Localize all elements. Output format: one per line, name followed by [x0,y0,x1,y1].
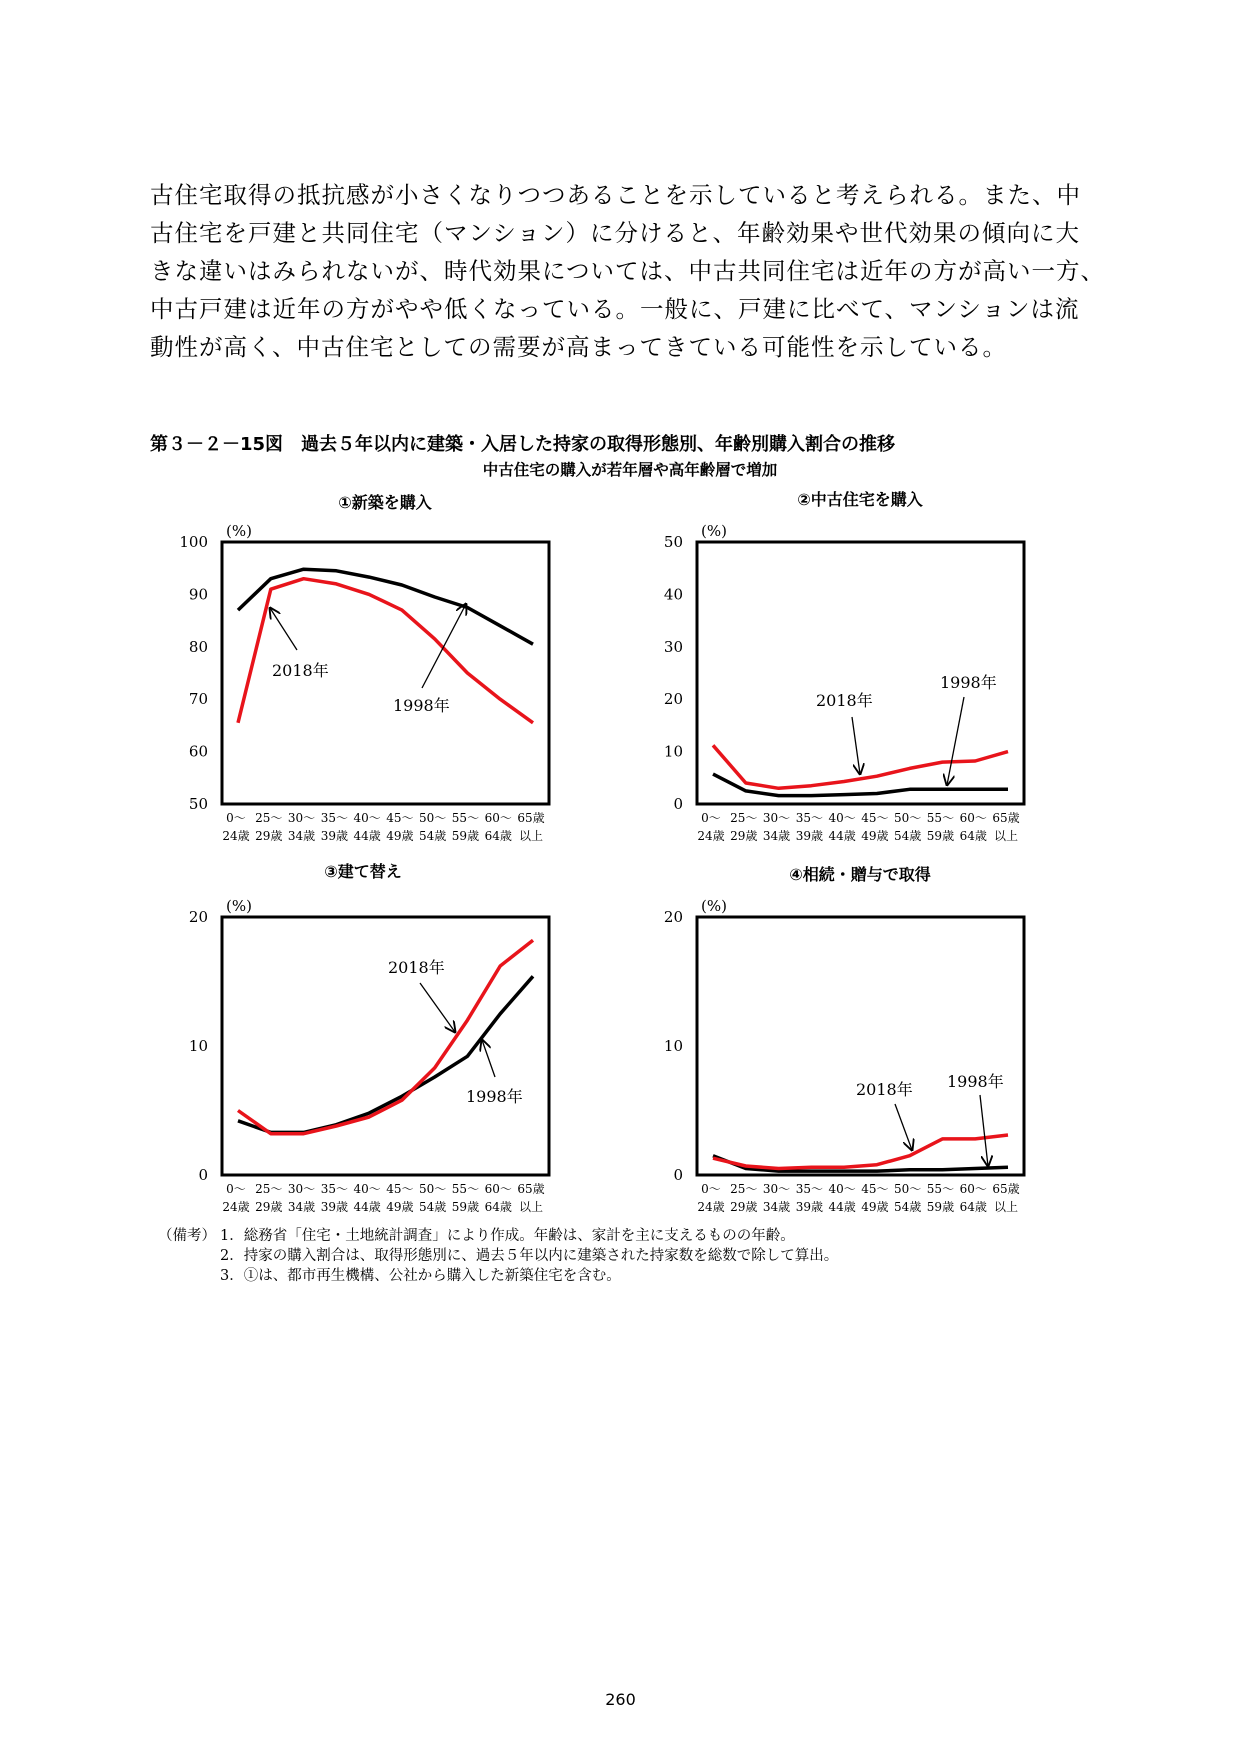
annotation-label: 2018年 [856,1080,913,1099]
annotation-label: 2018年 [388,958,445,977]
x-tick-label: 39歳 [795,829,823,843]
annotation-arrow [947,697,964,785]
x-tick-label: 24歳 [222,1200,250,1214]
note-item: 3．①は、都市再生機構、公社から購入した新築住宅を含む。 [220,1268,621,1284]
y-unit-label: (%) [226,897,252,915]
x-tick-label: 25～ [255,1182,283,1196]
x-tick-label: 60～ [959,811,987,825]
x-tick-label: 54歳 [419,1200,447,1214]
annotation-label: 1998年 [940,673,997,692]
page-number: 260 [605,1690,636,1709]
y-tick-label: 0 [673,1166,683,1184]
x-tick-label: 45～ [386,1182,414,1196]
y-tick-label: 20 [188,908,208,926]
x-tick-label: 65歳 [517,1182,545,1196]
annotation-arrow [852,717,860,774]
x-tick-label: 59歳 [926,829,955,843]
x-tick-label: 25～ [730,1182,758,1196]
x-tick-label: 59歳 [451,1200,480,1214]
figure-subtitle: 中古住宅の購入が若年層や高年齢層で増加 [482,461,778,479]
x-tick-label: 65歳 [992,811,1020,825]
series-line-1998年 [238,569,533,644]
x-tick-label: 55～ [451,1182,480,1196]
x-tick-label: 29歳 [255,829,283,843]
x-tick-label: 25～ [730,811,758,825]
x-tick-label: 54歳 [894,829,922,843]
x-tick-label: 44歳 [828,829,856,843]
x-tick-label: 64歳 [484,1200,512,1214]
note-item: 2．持家の購入割合は、取得形態別に、過去５年以内に建築された持家数を総数で除して算出。 [220,1248,839,1264]
note-item: 1．総務省「住宅・土地統計調査」により作成。年齢は、家計を主に支えるものの年齢。 [220,1228,795,1244]
y-tick-label: 10 [188,1037,208,1055]
x-tick-label: 59歳 [451,829,480,843]
x-tick-label: 44歳 [828,1200,856,1214]
body-line: きな違いはみられないが、時代効果については、中古共同住宅は近年の方が高い一方、 [150,257,1106,285]
y-tick-label: 0 [673,795,683,813]
x-tick-label: 45～ [386,811,414,825]
x-tick-label: 24歳 [697,829,725,843]
x-tick-label: 50～ [894,811,922,825]
y-unit-label: (%) [226,522,252,540]
y-tick-label: 100 [179,533,208,551]
x-tick-label: 49歳 [861,829,889,843]
y-tick-label: 10 [663,1037,683,1055]
chart-title: ④相続・贈与で取得 [789,865,931,884]
y-tick-label: 30 [663,637,683,656]
y-tick-label: 50 [188,795,208,813]
y-tick-label: 0 [198,1166,208,1184]
x-tick-label: 35～ [795,811,823,825]
x-tick-label: 59歳 [926,1200,955,1214]
x-tick-label: 64歳 [959,1200,987,1214]
chart-title: ③建て替え [324,862,402,881]
y-tick-label: 50 [663,533,683,551]
x-tick-label: 44歳 [353,829,381,843]
x-tick-label: 55～ [451,811,480,825]
notes [158,1226,838,1286]
plot-frame [222,917,549,1175]
x-tick-label: 30～ [287,811,316,825]
x-tick-label: 49歳 [386,1200,414,1214]
annotation-arrow [270,608,297,650]
x-tick-label: 45～ [861,811,889,825]
plot-frame [697,917,1024,1175]
x-tick-label: 35～ [320,1182,348,1196]
figure-title: 第３－２－15図 過去５年以内に建築・入居した持家の取得形態別、年齢別購入割合の推移 [150,434,896,455]
body-line: 古住宅を戸建と共同住宅（マンション）に分けると、年齢効果や世代効果の傾向に大 [150,219,1080,247]
x-tick-label: 55～ [926,1182,955,1196]
note-row [158,1226,838,1246]
series-line-2018年 [238,579,533,723]
x-tick-label: 40～ [353,1182,381,1196]
x-tick-label: 35～ [795,1182,823,1196]
x-tick-label: 39歳 [320,829,348,843]
y-tick-label: 90 [188,585,208,604]
x-tick-label: 0～ [226,1182,246,1196]
x-tick-label: 30～ [287,1182,316,1196]
x-tick-label: 34歳 [287,1200,316,1214]
x-tick-label: 50～ [894,1182,922,1196]
annotation-label: 1998年 [466,1087,523,1106]
note-row [158,1246,838,1266]
y-tick-label: 70 [188,690,208,709]
x-tick-label: 50～ [419,1182,447,1196]
x-tick-label: 49歳 [386,829,414,843]
x-tick-label: 25～ [255,811,283,825]
x-tick-label: 40～ [353,811,381,825]
annotation-arrow [420,983,455,1032]
chart-title: ②中古住宅を購入 [797,490,923,509]
x-tick-label: 以上 [993,1200,1019,1214]
annotation-arrow [422,604,466,688]
x-tick-label: 24歳 [697,1200,725,1214]
x-tick-label: 64歳 [959,829,987,843]
series-line-2018年 [713,745,1008,788]
annotation-label: 2018年 [816,691,873,710]
x-tick-label: 29歳 [730,829,758,843]
x-tick-label: 55～ [926,811,955,825]
note-row [158,1266,838,1286]
annotation-label: 2018年 [272,661,329,680]
x-tick-label: 54歳 [894,1200,922,1214]
body-line: 中古戸建は近年の方がやや低くなっている。一般に、戸建に比べて、マンションは流 [150,295,1080,323]
y-tick-label: 80 [188,637,208,656]
annotation-label: 1998年 [393,696,450,715]
x-tick-label: 54歳 [419,829,447,843]
x-tick-label: 24歳 [222,829,250,843]
series-line-1998年 [713,1156,1008,1171]
x-tick-label: 0～ [226,811,246,825]
x-tick-label: 以上 [518,1200,544,1214]
x-tick-label: 50～ [419,811,447,825]
x-tick-label: 49歳 [861,1200,889,1214]
x-tick-label: 以上 [993,829,1019,843]
annotation-arrow [980,1095,988,1166]
x-tick-label: 60～ [959,1182,987,1196]
x-tick-label: 44歳 [353,1200,381,1214]
x-tick-label: 64歳 [484,829,512,843]
notes-label: （備考） [158,1228,216,1244]
x-tick-label: 39歳 [320,1200,348,1214]
y-tick-label: 60 [188,742,208,761]
x-tick-label: 60～ [484,811,512,825]
x-tick-label: 35～ [320,811,348,825]
x-tick-label: 60～ [484,1182,512,1196]
x-tick-label: 65歳 [992,1182,1020,1196]
y-tick-label: 10 [663,742,683,761]
series-line-2018年 [713,1135,1008,1169]
y-unit-label: (%) [701,897,727,915]
x-tick-label: 34歳 [762,1200,791,1214]
x-tick-label: 34歳 [762,829,791,843]
annotation-label: 1998年 [947,1072,1004,1091]
chart-title: ①新築を購入 [338,493,432,512]
annotation-arrow [895,1104,912,1150]
x-tick-label: 65歳 [517,811,545,825]
x-tick-label: 0～ [701,1182,721,1196]
x-tick-label: 29歳 [255,1200,283,1214]
x-tick-label: 29歳 [730,1200,758,1214]
x-tick-label: 40～ [828,811,856,825]
y-tick-label: 20 [663,690,683,709]
body-line: 動性が高く、中古住宅としての需要が高まってきている可能性を示している。 [150,333,1008,361]
x-tick-label: 以上 [518,829,544,843]
x-tick-label: 30～ [762,811,791,825]
y-unit-label: (%) [701,522,727,540]
x-tick-label: 45～ [861,1182,889,1196]
y-tick-label: 40 [663,585,683,604]
body-line: 古住宅取得の抵抗感が小さくなりつつあることを示していると考えられる。また、中 [150,181,1081,209]
x-tick-label: 30～ [762,1182,791,1196]
annotation-arrow [482,1040,495,1077]
x-tick-label: 34歳 [287,829,316,843]
x-tick-label: 39歳 [795,1200,823,1214]
x-tick-label: 40～ [828,1182,856,1196]
x-tick-label: 0～ [701,811,721,825]
y-tick-label: 20 [663,908,683,926]
